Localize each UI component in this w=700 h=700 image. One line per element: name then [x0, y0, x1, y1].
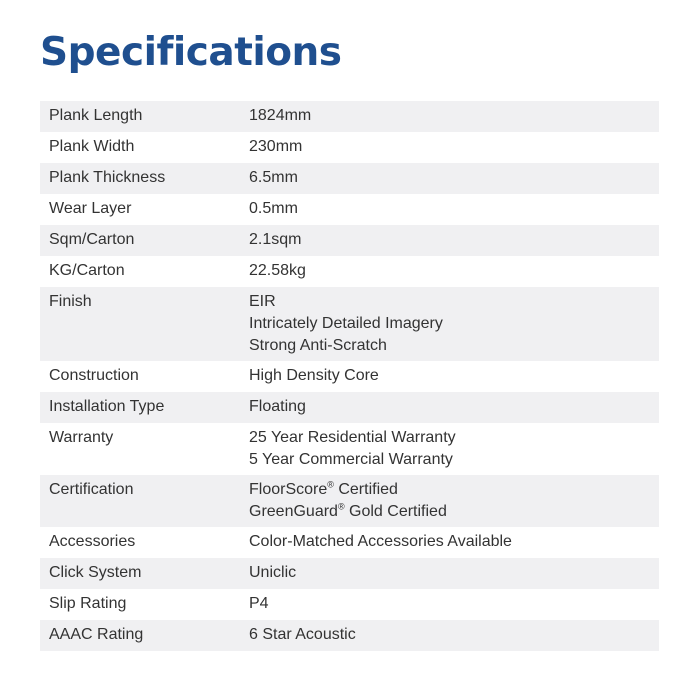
spec-label: Accessories [49, 533, 136, 550]
spec-value-line: 230mm [249, 138, 303, 155]
spec-row [40, 558, 659, 589]
spec-row [40, 101, 659, 132]
spec-row [40, 132, 659, 163]
spec-row [40, 423, 659, 475]
spec-value-line: Color-Matched Accessories Available [249, 533, 512, 550]
spec-row [40, 361, 659, 392]
spec-value-line: 22.58kg [249, 262, 306, 279]
cert-name: FloorScore [249, 481, 328, 498]
spec-value-line: Floating [249, 398, 306, 415]
specifications-table [40, 101, 659, 651]
spec-label: Construction [49, 367, 139, 384]
spec-label: KG/Carton [49, 262, 125, 279]
spec-label: Certification [49, 481, 134, 498]
spec-value [249, 479, 659, 523]
spec-value-line: EIR [249, 293, 276, 310]
spec-value [249, 105, 659, 127]
page-title: Specifications [40, 30, 342, 75]
spec-value [249, 562, 659, 584]
spec-row [40, 225, 659, 256]
spec-value-line: 0.5mm [249, 200, 298, 217]
spec-row [40, 620, 659, 651]
cert-name: GreenGuard [249, 503, 338, 520]
spec-value-line: 1824mm [249, 107, 312, 124]
spec-value-line: 2.1sqm [249, 231, 302, 248]
spec-label: AAAC Rating [49, 626, 144, 643]
spec-row [40, 194, 659, 225]
spec-label: Sqm/Carton [49, 231, 135, 248]
spec-label: Plank Length [49, 107, 143, 124]
spec-label: Installation Type [49, 398, 165, 415]
spec-label: Wear Layer [49, 200, 132, 217]
spec-value-line: 25 Year Residential Warranty [249, 429, 456, 446]
spec-value [249, 427, 659, 471]
spec-row [40, 589, 659, 620]
cert-qualifier: Gold Certified [344, 503, 447, 520]
spec-value [249, 136, 659, 158]
spec-value [249, 291, 659, 357]
spec-value-line: Strong Anti-Scratch [249, 337, 387, 354]
spec-value [249, 365, 659, 387]
spec-row [40, 287, 659, 361]
spec-value-line: 6 Star Acoustic [249, 626, 356, 643]
spec-label: Slip Rating [49, 595, 127, 612]
spec-value [249, 198, 659, 220]
spec-label: Plank Thickness [49, 169, 166, 186]
registered-mark: ® [337, 501, 345, 512]
registered-mark: ® [327, 479, 334, 490]
spec-value [249, 624, 659, 646]
spec-value-line [249, 501, 659, 523]
spec-value [249, 260, 659, 282]
spec-value-line: 6.5mm [249, 169, 298, 186]
spec-value [249, 531, 659, 553]
spec-label: Finish [49, 293, 92, 310]
spec-label: Warranty [49, 429, 114, 446]
spec-value-line: Uniclic [249, 564, 297, 581]
cert-qualifier: Certified [333, 481, 398, 498]
spec-label: Plank Width [49, 138, 135, 155]
spec-value-line: 5 Year Commercial Warranty [249, 451, 453, 468]
spec-value-line [249, 479, 659, 501]
spec-value-line: High Density Core [249, 367, 379, 384]
spec-value-line: Intricately Detailed Imagery [249, 315, 443, 332]
spec-value [249, 229, 659, 251]
spec-row [40, 475, 659, 527]
spec-value [249, 593, 659, 615]
spec-value-line: P4 [249, 595, 269, 612]
spec-row [40, 256, 659, 287]
spec-row [40, 527, 659, 558]
spec-value [249, 396, 659, 418]
spec-value [249, 167, 659, 189]
spec-row [40, 163, 659, 194]
spec-label: Click System [49, 564, 142, 581]
spec-row [40, 392, 659, 423]
